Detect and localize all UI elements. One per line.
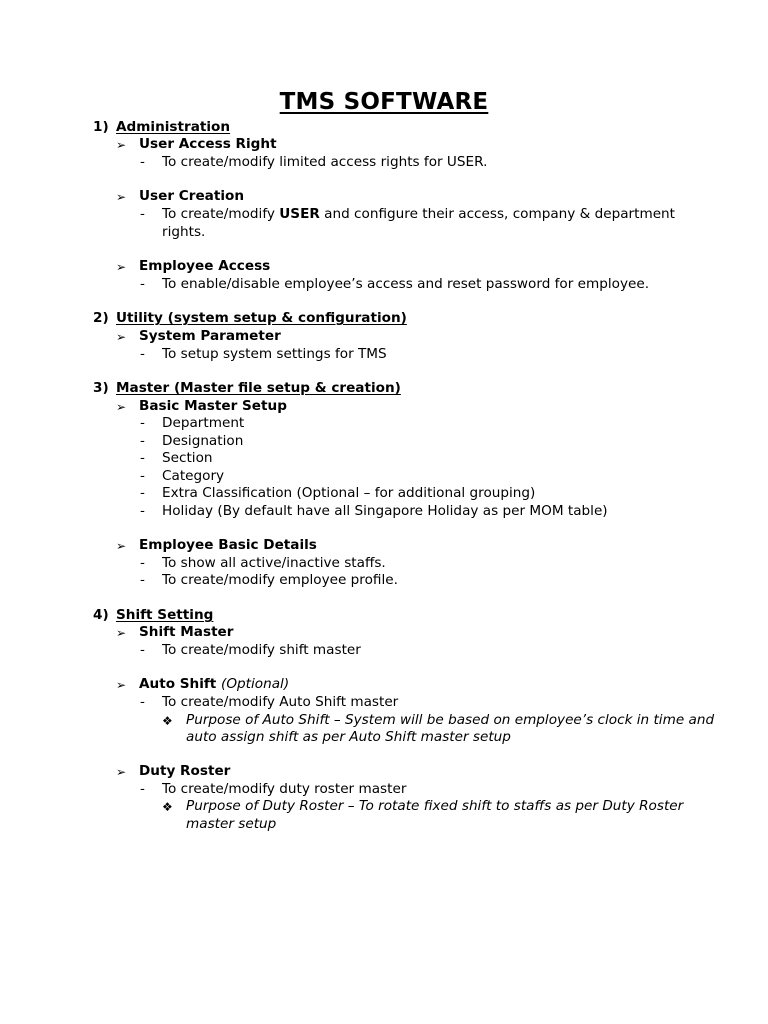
list-item-text: and configure their access, company & department — [319, 206, 676, 222]
arrow-bullet-icon: ➢ — [116, 765, 127, 779]
purpose-note: Purpose of Auto Shift – System will be based on employee’s clock in time and — [186, 712, 715, 728]
list-item-continuation: rights. — [162, 224, 206, 240]
purpose-note: Purpose of Duty Roster – To rotate fixed shift to staffs as per Duty Roster — [186, 798, 684, 814]
subsection-title-shift-master: Shift Master — [139, 624, 234, 640]
dash-bullet: - — [140, 555, 145, 571]
dash-bullet: - — [140, 468, 145, 484]
dash-bullet: - — [140, 276, 145, 292]
subsection-title-auto-shift — [139, 676, 289, 694]
section-number: 1) — [93, 119, 109, 135]
subsection-title-system-parameter: System Parameter — [139, 328, 281, 344]
list-item-text: To create/modify — [162, 206, 280, 222]
subsection-title-duty-roster: Duty Roster — [139, 763, 231, 779]
dash-bullet: - — [140, 503, 145, 519]
subsection-title-user-creation: User Creation — [139, 188, 245, 204]
list-item: To setup system settings for TMS — [162, 346, 387, 362]
diamond-bullet-icon: ❖ — [162, 714, 173, 728]
section-title-utility: Utility (system setup & configuration) — [116, 310, 407, 326]
subsection-title-employee-access: Employee Access — [139, 258, 271, 274]
dash-bullet: - — [140, 694, 145, 710]
subsection-title-text: Auto Shift — [139, 676, 217, 692]
document-title: TMS SOFTWARE — [279, 89, 489, 115]
list-item: To create/modify Auto Shift master — [162, 694, 399, 710]
diamond-bullet-icon: ❖ — [162, 800, 173, 814]
subsection-title-user-access-right: User Access Right — [139, 136, 277, 152]
section-number: 4) — [93, 607, 109, 623]
arrow-bullet-icon: ➢ — [116, 330, 127, 344]
section-number: 3) — [93, 380, 109, 396]
dash-bullet: - — [140, 572, 145, 588]
arrow-bullet-icon: ➢ — [116, 138, 127, 152]
subsection-title-employee-basic-details: Employee Basic Details — [139, 537, 317, 553]
dash-bullet: - — [140, 642, 145, 658]
list-item-bold-text: USER — [279, 206, 320, 222]
arrow-bullet-icon: ➢ — [116, 539, 127, 553]
section-title-master: Master (Master file setup & creation) — [116, 380, 401, 396]
section-title-shift-setting: Shift Setting — [116, 607, 214, 623]
arrow-bullet-icon: ➢ — [116, 190, 127, 204]
subsection-title-basic-master-setup: Basic Master Setup — [139, 398, 287, 414]
dash-bullet: - — [140, 154, 145, 170]
section-number: 2) — [93, 310, 109, 326]
list-item: Extra Classification (Optional – for additional grouping) — [162, 485, 536, 501]
dash-bullet: - — [140, 206, 145, 222]
arrow-bullet-icon: ➢ — [116, 678, 127, 692]
list-item: Department — [162, 415, 245, 431]
list-item: Section — [162, 450, 213, 466]
optional-note: (Optional) — [221, 676, 290, 692]
list-item: Designation — [162, 433, 244, 449]
list-item: To show all active/inactive staffs. — [162, 555, 386, 571]
dash-bullet: - — [140, 485, 145, 501]
dash-bullet: - — [140, 415, 145, 431]
list-item: Holiday (By default have all Singapore Holiday as per MOM table) — [162, 503, 608, 519]
list-item — [162, 206, 675, 224]
dash-bullet: - — [140, 450, 145, 466]
arrow-bullet-icon: ➢ — [116, 400, 127, 414]
dash-bullet: - — [140, 433, 145, 449]
section-title-administration: Administration — [116, 119, 231, 135]
dash-bullet: - — [140, 346, 145, 362]
purpose-note-continuation: auto assign shift as per Auto Shift master setup — [186, 729, 511, 745]
list-item: To create/modify shift master — [162, 642, 361, 658]
dash-bullet: - — [140, 781, 145, 797]
list-item: Category — [162, 468, 225, 484]
list-item: To create/modify employee profile. — [162, 572, 398, 588]
list-item: To create/modify limited access rights for USER. — [162, 154, 488, 170]
purpose-note-continuation: master setup — [186, 816, 277, 832]
list-item: To create/modify duty roster master — [162, 781, 407, 797]
arrow-bullet-icon: ➢ — [116, 626, 127, 640]
list-item: To enable/disable employee’s access and reset password for employee. — [162, 276, 650, 292]
arrow-bullet-icon: ➢ — [116, 260, 127, 274]
